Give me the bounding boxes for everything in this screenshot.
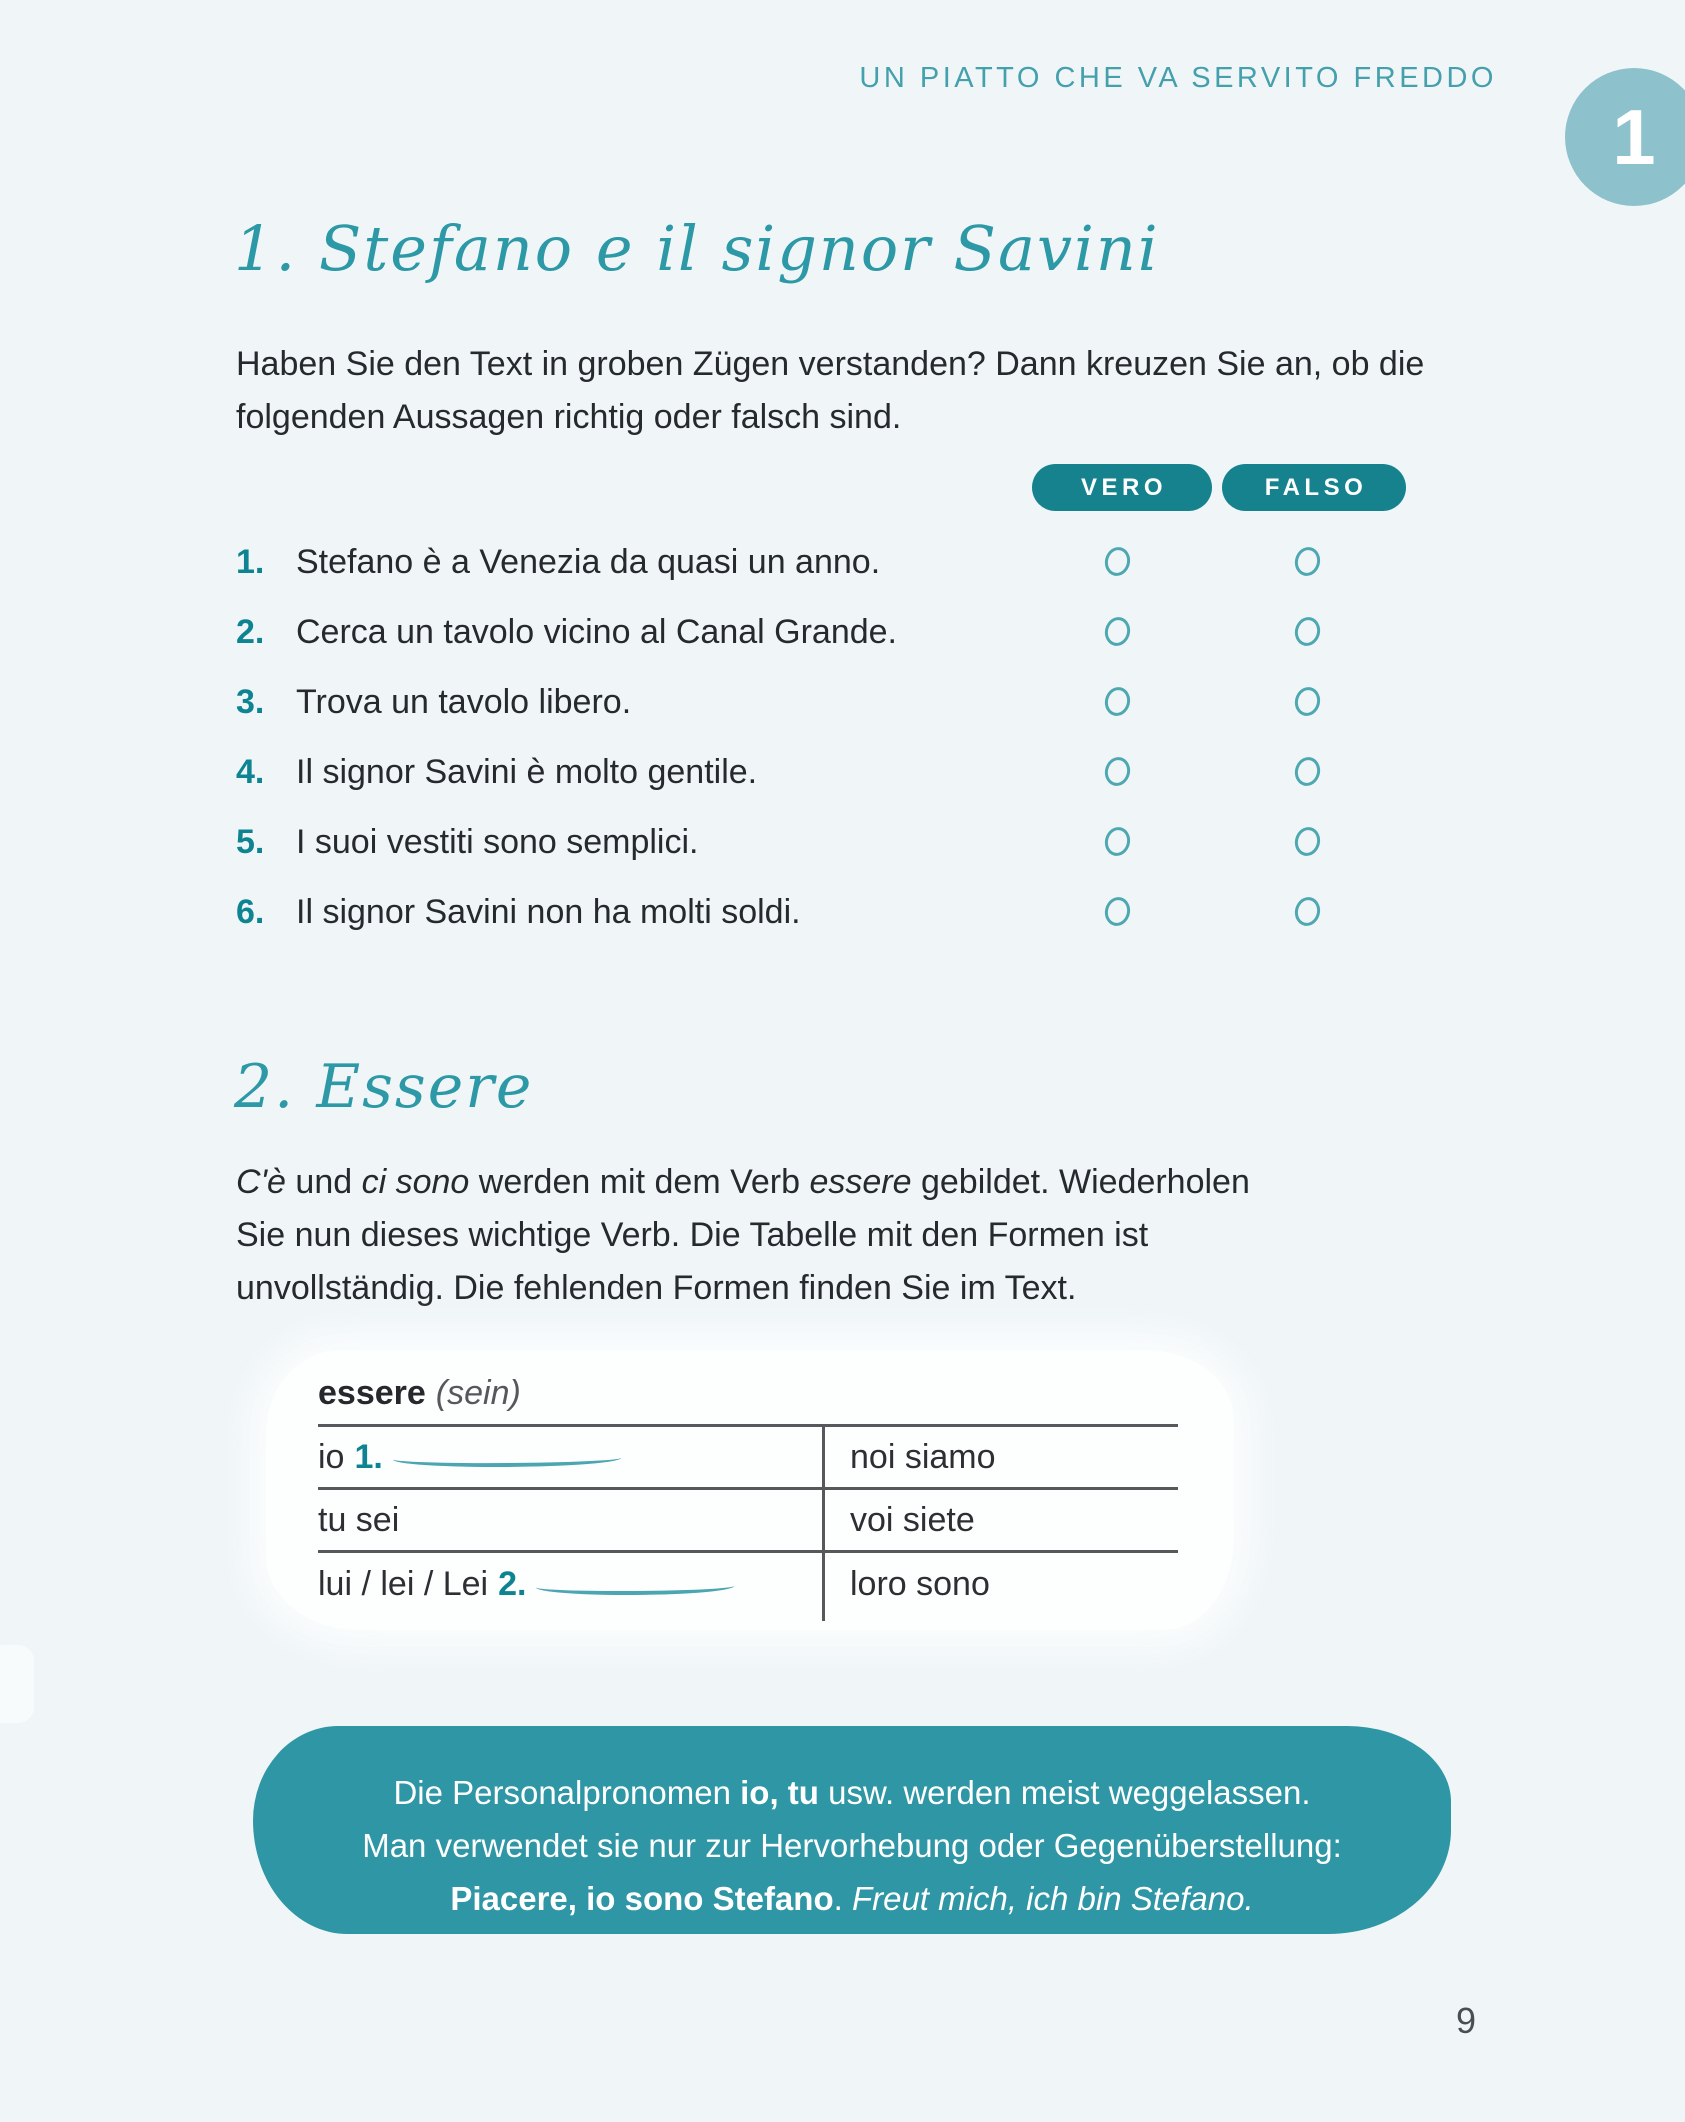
conjugation-table	[318, 1424, 1178, 1616]
table-cell-voi: voi siete	[850, 1500, 975, 1539]
table-cell-lui	[318, 1565, 822, 1604]
left-edge-tab	[0, 1645, 34, 1723]
verb-table-heading	[318, 1372, 1234, 1414]
tip-line-3	[253, 1872, 1451, 1925]
statement-row-2	[236, 610, 1496, 654]
italic-term: essere	[809, 1163, 912, 1201]
page-number: 9	[1456, 2000, 1477, 2041]
falso-radio-1[interactable]	[1292, 544, 1323, 578]
section-1-title: 1. Stefano e il signor Savini	[234, 212, 1160, 285]
tip-line-2	[253, 1819, 1451, 1872]
italic-translation: Freut mich, ich bin Stefano.	[851, 1880, 1254, 1917]
chapter-number: 1	[1612, 93, 1656, 181]
instruction-line: Sie nun dieses wichtige Verb. Die Tabelle mit den Formen ist	[236, 1216, 1149, 1254]
instruction-line-2: folgenden Aussagen richtig oder falsch sind.	[236, 398, 902, 436]
text-segment: werden mit dem Verb	[469, 1163, 810, 1201]
table-cell-noi: noi siamo	[850, 1437, 996, 1476]
statement-number: 2.	[236, 612, 265, 651]
fill-in-blank-2[interactable]	[536, 1574, 734, 1595]
statement-text: Cerca un tavolo vicino al Canal Grande.	[296, 612, 897, 651]
statement-number: 3.	[236, 682, 265, 721]
gap-number: 2.	[498, 1565, 527, 1603]
statement-row-3	[236, 680, 1496, 724]
table-cell-io	[318, 1438, 822, 1477]
falso-radio-5[interactable]	[1292, 824, 1323, 858]
pronoun-label: lui / lei / Lei	[318, 1565, 489, 1603]
statement-number: 4.	[236, 752, 265, 791]
vero-radio-1[interactable]	[1102, 544, 1133, 578]
text-segment: Man verwendet sie nur zur Hervorhebung oder Gegenüberstellung:	[362, 1827, 1342, 1864]
pronoun-label: io	[318, 1437, 345, 1476]
instruction-line: unvollständig. Die fehlenden Formen finden Sie im Text.	[236, 1269, 1077, 1307]
vero-column-header: VERO	[1032, 464, 1212, 511]
text-segment: Die Personalpronomen	[393, 1774, 741, 1811]
chapter-badge	[1565, 68, 1685, 206]
section-2-instructions	[236, 1156, 1496, 1315]
falso-radio-3[interactable]	[1292, 684, 1323, 718]
grammar-tip-callout	[253, 1726, 1451, 1934]
vero-radio-6[interactable]	[1102, 894, 1133, 928]
text-segment: und	[285, 1163, 362, 1201]
statement-row-6	[236, 890, 1496, 934]
statement-row-4	[236, 750, 1496, 794]
italic-term: C'è	[236, 1163, 286, 1201]
statement-number: 5.	[236, 822, 265, 861]
statement-text: Il signor Savini è molto gentile.	[296, 752, 758, 791]
verb-table-card	[266, 1350, 1234, 1630]
statement-row-5	[236, 820, 1496, 864]
statement-text: Stefano è a Venezia da quasi un anno.	[296, 542, 881, 581]
statement-row-1	[236, 540, 1496, 584]
tip-line-1	[253, 1766, 1451, 1819]
fill-in-blank-1[interactable]	[393, 1446, 621, 1468]
bold-term: io, tu	[740, 1774, 819, 1811]
text-segment: gebildet. Wiederholen	[911, 1163, 1250, 1201]
verb-name: essere	[318, 1374, 426, 1412]
text-segment: .	[833, 1880, 852, 1917]
falso-column-header: FALSO	[1222, 464, 1406, 511]
vero-radio-2[interactable]	[1102, 614, 1133, 648]
italic-term: ci sono	[361, 1163, 470, 1201]
section-2-title: 2. Essere	[234, 1052, 534, 1122]
statement-text: I suoi vestiti sono semplici.	[296, 822, 699, 861]
table-column-divider	[822, 1427, 825, 1621]
instruction-line-1: Haben Sie den Text in groben Zügen verstanden? Dann kreuzen Sie an, ob die	[236, 345, 1425, 383]
vero-radio-5[interactable]	[1102, 824, 1133, 858]
table-cell-loro: loro sono	[850, 1565, 990, 1603]
true-false-statements	[236, 540, 1496, 960]
running-header: UN PIATTO CHE VA SERVITO FREDDO	[859, 62, 1497, 94]
text-segment: usw. werden meist weggelassen.	[818, 1774, 1311, 1811]
statement-number: 6.	[236, 892, 265, 931]
verb-translation: (sein)	[435, 1374, 521, 1412]
falso-radio-4[interactable]	[1292, 754, 1323, 788]
vero-radio-4[interactable]	[1102, 754, 1133, 788]
vero-radio-3[interactable]	[1102, 684, 1133, 718]
statement-text: Il signor Savini non ha molti soldi.	[296, 892, 801, 931]
bold-example: Piacere, io sono Stefano	[450, 1880, 834, 1917]
table-row	[318, 1427, 1178, 1490]
table-row	[318, 1490, 1178, 1553]
section-1-instructions	[236, 338, 1496, 444]
statement-number: 1.	[236, 542, 265, 581]
falso-radio-2[interactable]	[1292, 614, 1323, 648]
pronoun-label: tu sei	[318, 1500, 400, 1539]
gap-number: 1.	[354, 1437, 383, 1476]
table-cell-tu	[318, 1501, 822, 1540]
statement-text: Trova un tavolo libero.	[296, 682, 632, 721]
falso-radio-6[interactable]	[1292, 894, 1323, 928]
table-row	[318, 1553, 1178, 1616]
